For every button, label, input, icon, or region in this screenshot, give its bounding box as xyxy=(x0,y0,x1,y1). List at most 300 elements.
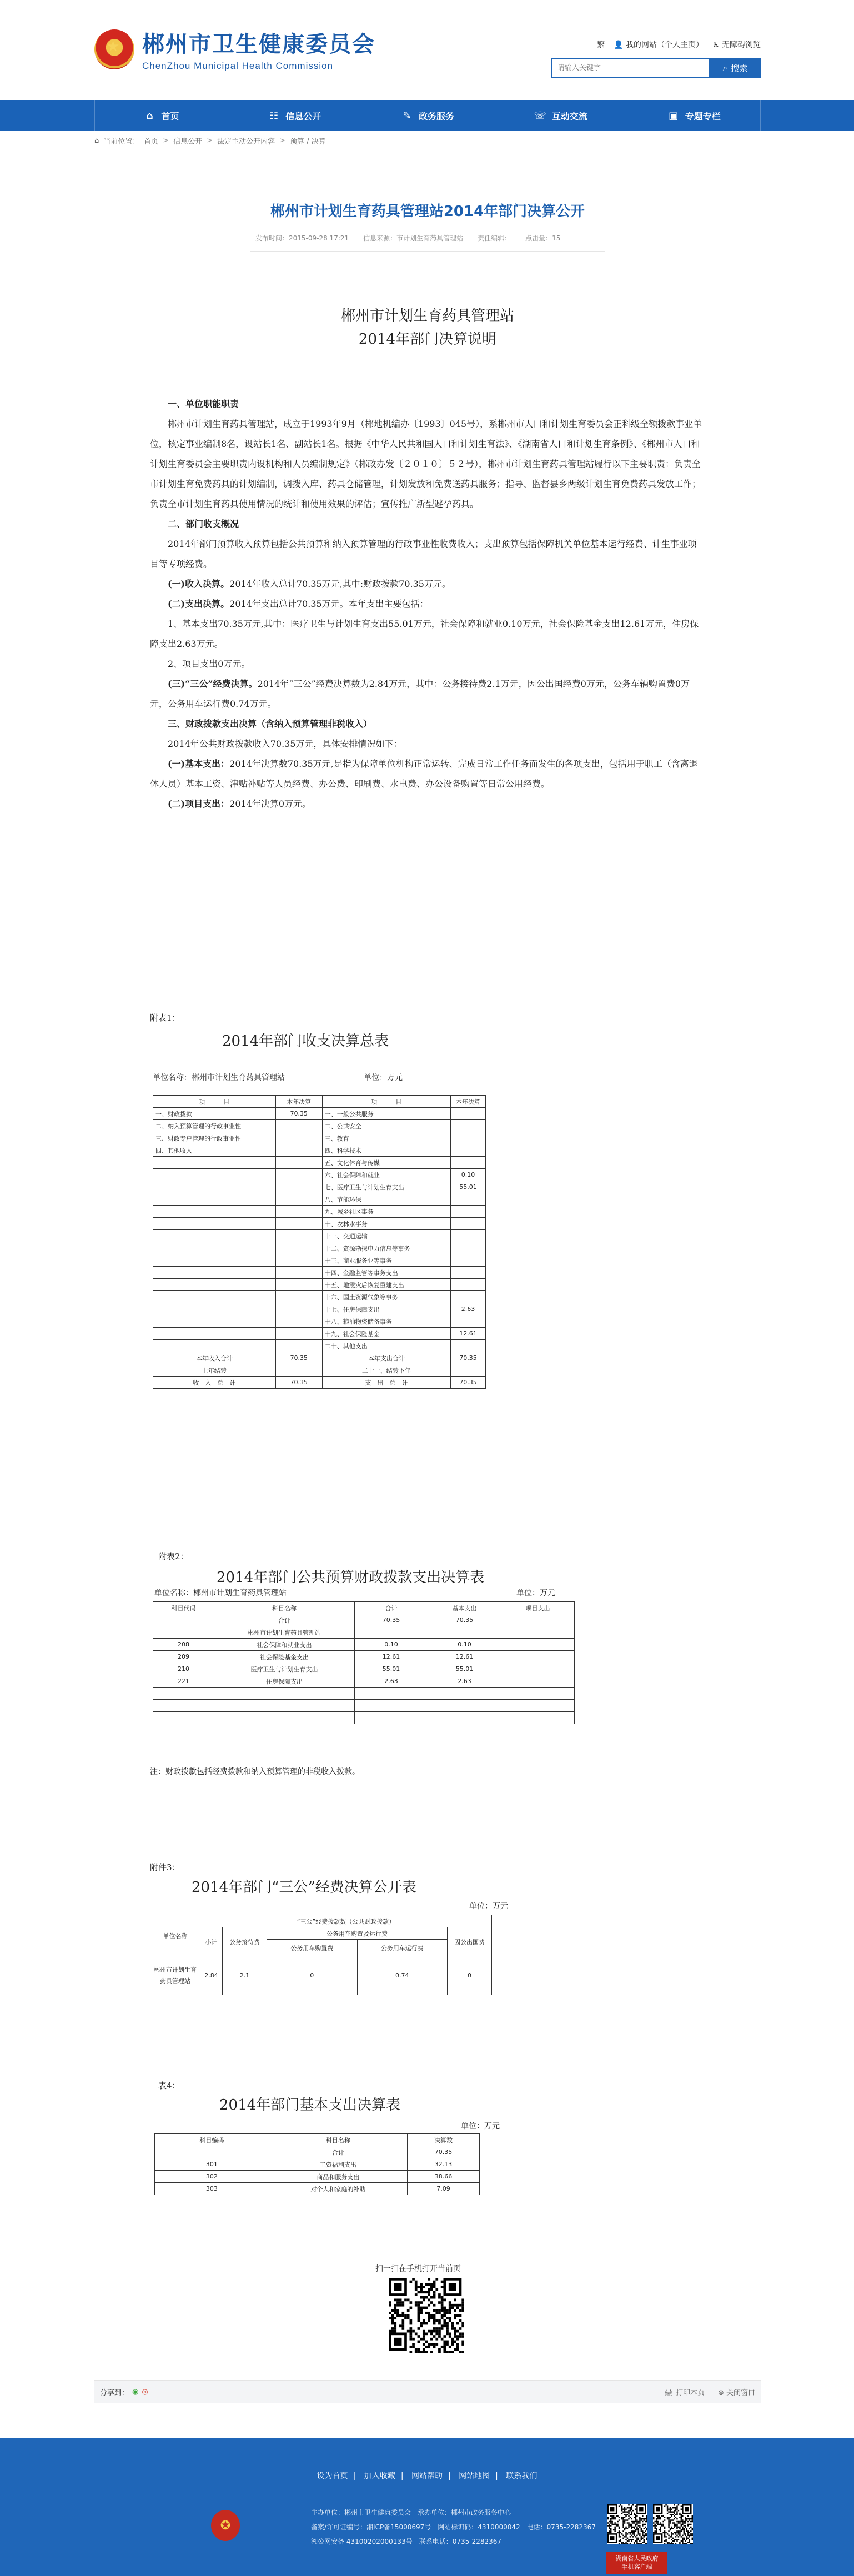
table-row xyxy=(155,2171,480,2183)
table-cell: 二、公共安全 xyxy=(322,1120,450,1132)
table-cell xyxy=(153,1291,276,1303)
table4-title: 2014年部门基本支出决算表 xyxy=(219,2097,401,2113)
table-cell xyxy=(275,1279,322,1291)
table2-note: 注：财政拨款包括经费拨款和纳入预算管理的非税收入拨款。 xyxy=(150,1767,360,1776)
table-cell: 合计 xyxy=(269,2146,407,2158)
table-cell xyxy=(450,1315,485,1328)
table-cell: 本年收入合计 xyxy=(153,1352,276,1364)
table-row xyxy=(153,1157,486,1169)
table1-title: 2014年部门收支决算总表 xyxy=(222,1033,389,1050)
table-cell: 二十、其他支出 xyxy=(322,1340,450,1352)
table-row xyxy=(153,1291,486,1303)
table-row xyxy=(153,1169,486,1181)
table-row xyxy=(153,1639,575,1651)
table-cell xyxy=(214,1700,355,1712)
table-cell xyxy=(214,1688,355,1700)
search-button[interactable]: ⌕ 搜索 xyxy=(710,58,761,78)
table-row xyxy=(153,1688,575,1700)
table-cell xyxy=(450,1254,485,1267)
table-cell: 70.35 xyxy=(450,1377,485,1389)
table-cell xyxy=(428,1712,501,1724)
table-cell xyxy=(450,1144,485,1157)
divider xyxy=(250,251,605,252)
t3-recv-header: 公务接待费 xyxy=(223,1927,267,1956)
table-header-cell: 项目支出 xyxy=(501,1602,575,1614)
table-header-cell: 基本支出 xyxy=(428,1602,501,1614)
site-name-en: ChenZhou Municipal Health Commission xyxy=(142,61,334,71)
table-cell xyxy=(153,1315,276,1328)
table-row xyxy=(153,1193,486,1206)
table-row xyxy=(155,2158,480,2171)
table-cell xyxy=(153,1169,276,1181)
table-cell: 社会保障和就业支出 xyxy=(214,1639,355,1651)
table-cell xyxy=(501,1700,575,1712)
table-cell xyxy=(275,1230,322,1242)
nav-topics[interactable]: ▣ 专题专栏 xyxy=(627,100,761,131)
nav-interaction[interactable]: ☏ 互动交流 xyxy=(494,100,627,131)
table-cell: 十九、社会保险基金 xyxy=(322,1328,450,1340)
table-cell: 工资福利支出 xyxy=(269,2158,407,2171)
table-cell xyxy=(275,1291,322,1303)
gov-app-badge[interactable]: 湖南省人民政府 手机客户端 xyxy=(606,2552,667,2574)
breadcrumb-legal[interactable]: 法定主动公开内容 xyxy=(217,138,275,146)
t3-car-buy-header: 公务用车购置费 xyxy=(267,1940,358,1956)
table-cell: 合计 xyxy=(214,1614,355,1626)
section-heading: 一、单位职能职责 xyxy=(168,399,239,409)
table-cell xyxy=(275,1328,322,1340)
main-nav xyxy=(0,100,854,131)
footer-contact[interactable]: 联系我们 xyxy=(506,2472,537,2480)
table4 xyxy=(154,2133,480,2195)
table-cell xyxy=(450,1206,485,1218)
table-cell: 十一、交通运输 xyxy=(322,1230,450,1242)
table-cell: 郴州市计划生育药具管理站 xyxy=(214,1626,355,1639)
table-header-cell: 合计 xyxy=(355,1602,428,1614)
footer-set-home[interactable]: 设为首页 xyxy=(317,2472,348,2480)
table-header-cell: 项 目 xyxy=(153,1096,276,1108)
table-row xyxy=(153,1132,486,1144)
paragraph: (二)支出决算。2014年支出总计70.35万元。本年支出主要包括： xyxy=(168,599,429,609)
doc-body xyxy=(150,394,705,814)
table-cell xyxy=(450,1242,485,1254)
table-cell xyxy=(450,1120,485,1132)
table-cell xyxy=(428,1626,501,1639)
weibo-share-icon[interactable]: ◎ xyxy=(142,2388,148,2396)
table-cell xyxy=(153,1279,276,1291)
table-header-cell: 科目代码 xyxy=(153,1602,214,1614)
table-cell xyxy=(153,1157,276,1169)
paragraph: 1、基本支出70.35万元,其中：医疗卫生与计划生育支出55.01万元，社会保障和就业0.10万元，社会保险基金支出12.61万元，住房保障支出2.63万元。 xyxy=(150,619,699,649)
table-row xyxy=(155,2146,480,2158)
attach-label-4: 表4： xyxy=(158,2081,180,2091)
table-cell: 12.61 xyxy=(428,1651,501,1663)
table-cell xyxy=(275,1181,322,1193)
table-cell: 医疗卫生与计划生育支出 xyxy=(214,1663,355,1675)
footer-qr-code-icon xyxy=(607,2504,647,2544)
table-cell: 本年支出合计 xyxy=(322,1352,450,1364)
table-row xyxy=(153,1120,486,1132)
table-cell xyxy=(275,1193,322,1206)
attach-label-2: 附表2： xyxy=(158,1551,189,1561)
t3-car-buy-cell: 0 xyxy=(267,1956,358,1995)
table1 xyxy=(153,1095,486,1389)
table2-unit: 单位：万元 xyxy=(516,1589,555,1598)
table-cell xyxy=(275,1254,322,1267)
table-cell: 301 xyxy=(155,2158,269,2171)
footer-favorite[interactable]: 加入收藏 xyxy=(364,2472,395,2480)
table-cell xyxy=(501,1675,575,1688)
qr-code-icon xyxy=(389,2278,464,2353)
table-cell: 70.35 xyxy=(355,1614,428,1626)
t3-unit-header: 单位名称 xyxy=(150,1915,200,1956)
site-header xyxy=(0,0,854,100)
table-cell: 70.35 xyxy=(407,2146,479,2158)
accessibility-link[interactable]: ♿ 无障碍浏览 xyxy=(712,41,761,49)
paragraph: 2、项目支出0万元。 xyxy=(168,659,250,669)
table2 xyxy=(153,1601,575,1724)
table-cell xyxy=(450,1108,485,1120)
table-cell xyxy=(153,1712,214,1724)
table-cell xyxy=(355,1700,428,1712)
table-cell xyxy=(275,1315,322,1328)
search-input[interactable] xyxy=(551,58,710,78)
service-icon: ✎ xyxy=(403,109,411,122)
table-cell: 0.10 xyxy=(450,1169,485,1181)
article-meta xyxy=(255,233,560,243)
editor: 责任编辑： xyxy=(478,234,511,242)
table-cell xyxy=(501,1639,575,1651)
table-cell: 55.01 xyxy=(450,1181,485,1193)
print-button[interactable]: 🖨 打印本页 xyxy=(664,2389,705,2397)
t3-car-run-cell: 0.74 xyxy=(357,1956,448,1995)
table2-title: 2014年部门公共预算财政拨款支出决算表 xyxy=(217,1569,485,1586)
location-icon: ⌂ xyxy=(94,137,99,145)
table-row xyxy=(153,1700,575,1712)
table-cell xyxy=(153,1267,276,1279)
top-links xyxy=(597,39,761,50)
t3-abroad-header: 因公出国费 xyxy=(448,1927,492,1956)
table-cell xyxy=(275,1218,322,1230)
t3-total-cell: 2.84 xyxy=(200,1956,223,1995)
table-cell xyxy=(153,1254,276,1267)
attach-label-3: 附件3： xyxy=(150,1862,180,1872)
table-header-cell: 本年决算 xyxy=(275,1096,322,1108)
paragraph: 郴州市计划生育药具管理站，成立于1993年9月（郴地机编办〔1993〕045号），系郴州市人口和计划生育委员会正科级全额拨款事业单位，核定事业编制8名，设站长1名、副站长1名。根据《中华人民共和国人口和计划生育法》、《湖南省人口和计划生育条例》、《郴州市人口和计划生育委员会主要职责内设机构和人员编制规定》（郴政办发〔２０１０〕５２号），郴州市计划生育药具管理站履行以下主要职责：负责全市计划生育免费药具的计划编制，调拨入库、药具仓储管理，计划发放和免费送药具服务；指导、监督县乡两级计划生育免费药具发放工作；负责全市计划生育药具使用情况的统计和使用效果的评估；宣传推广新型避孕药具。 xyxy=(150,419,702,509)
national-emblem-icon xyxy=(94,29,134,69)
table-cell xyxy=(428,1688,501,1700)
table-cell: 十四、金融监管等事务支出 xyxy=(322,1267,450,1279)
table-cell xyxy=(155,2146,269,2158)
table-cell: 55.01 xyxy=(355,1663,428,1675)
table-cell: 八、节能环保 xyxy=(322,1193,450,1206)
table-row xyxy=(153,1218,486,1230)
paragraph: 2014年部门预算收入预算包括公共预算和纳入预算管理的行政事业性收费收入；支出预算包括保障机关单位基本运行经费、计生事业项目等专项经费。 xyxy=(150,539,697,569)
table-row xyxy=(153,1144,486,1157)
site-footer xyxy=(0,2438,854,2576)
search-icon: ⌕ xyxy=(722,63,728,73)
table-cell: 12.61 xyxy=(355,1651,428,1663)
table-cell: 十二、资源勘探电力信息等事务 xyxy=(322,1242,450,1254)
table-cell xyxy=(214,1712,355,1724)
home-icon: ⌂ xyxy=(145,109,153,122)
table-cell xyxy=(428,1700,501,1712)
t3-car-header: 公务用车购置及运行费 xyxy=(267,1927,448,1940)
table-cell xyxy=(355,1626,428,1639)
footer-qr-code-2-icon xyxy=(653,2504,693,2544)
table-cell xyxy=(450,1279,485,1291)
nav-gov-service[interactable]: ✎ 政务服务 xyxy=(361,100,495,131)
table-cell: 2.63 xyxy=(355,1675,428,1688)
table-header-cell: 项 目 xyxy=(322,1096,450,1108)
table-cell xyxy=(501,1688,575,1700)
table-cell xyxy=(275,1242,322,1254)
paragraph: (二)项目支出：2014年决算0万元。 xyxy=(168,799,312,809)
table-row xyxy=(153,1377,486,1389)
table-cell xyxy=(355,1688,428,1700)
table-row xyxy=(153,1181,486,1193)
table-cell: 38.66 xyxy=(407,2171,479,2183)
table-cell xyxy=(450,1291,485,1303)
table-cell xyxy=(153,1193,276,1206)
table-cell: 支 出 总 计 xyxy=(322,1377,450,1389)
table-cell xyxy=(501,1614,575,1626)
table-cell: 二十一、结转下年 xyxy=(322,1364,450,1377)
table-row xyxy=(153,1352,486,1364)
table-cell: 302 xyxy=(155,2171,269,2183)
info-source: 信息来源：市计划生育药具管理站 xyxy=(363,234,464,242)
table-row xyxy=(153,1242,486,1254)
table-cell: 32.13 xyxy=(407,2158,479,2171)
topic-icon: ▣ xyxy=(669,109,679,122)
t3-car-run-header: 公务用车运行费 xyxy=(357,1940,448,1956)
table-cell xyxy=(450,1218,485,1230)
view-count: 点击量：15 xyxy=(525,234,561,242)
table-cell xyxy=(275,1169,322,1181)
t3-unit-cell: 郴州市计划生育药具管理站 xyxy=(150,1956,200,1995)
table-cell xyxy=(275,1206,322,1218)
table-cell xyxy=(501,1651,575,1663)
table-cell: 三、教育 xyxy=(322,1132,450,1144)
table-cell: 303 xyxy=(155,2183,269,2195)
paragraph: (三)“三公”经费决算。2014年“三公”经费决算数为2.84万元，其中：公务接待费2.1万元，因公出国经费0万元，公务车辆购置费0万元，公务用车运行费0.74万元。 xyxy=(150,679,690,709)
table-cell: 209 xyxy=(153,1651,214,1663)
table-cell: 55.01 xyxy=(428,1663,501,1675)
close-window-button[interactable]: ⊗ 关闭窗口 xyxy=(717,2389,755,2397)
table-cell xyxy=(275,1267,322,1279)
nav-home[interactable]: ⌂ 首页 xyxy=(94,100,228,131)
party-gov-badge-icon[interactable]: ✪ xyxy=(211,2510,240,2541)
table-cell: 九、城乡社区事务 xyxy=(322,1206,450,1218)
table3-title: 2014年部门“三公”经费决算公开表 xyxy=(192,1879,416,1896)
table-cell: 70.35 xyxy=(428,1614,501,1626)
table-cell: 上年结转 xyxy=(153,1364,276,1377)
table-row xyxy=(153,1675,575,1688)
table-cell: 70.35 xyxy=(275,1377,322,1389)
table-row xyxy=(153,1267,486,1279)
info-icon: ☷ xyxy=(269,109,279,122)
table2-unit-name: 单位名称：郴州市计划生育药具管理站 xyxy=(154,1589,287,1598)
table-cell: 0.10 xyxy=(428,1639,501,1651)
table-cell: 六、社会保障和就业 xyxy=(322,1169,450,1181)
table-cell xyxy=(450,1193,485,1206)
doc-title: 郴州市计划生育药具管理站 2014年部门决算说明 xyxy=(340,308,514,348)
table-cell: 五、文化体育与传媒 xyxy=(322,1157,450,1169)
table1-unit: 单位：万元 xyxy=(364,1073,403,1082)
table-cell xyxy=(501,1663,575,1675)
table-header-cell: 科目编码 xyxy=(155,2134,269,2146)
table-cell xyxy=(275,1340,322,1352)
table-row xyxy=(153,1663,575,1675)
table-cell: 0.10 xyxy=(355,1639,428,1651)
t3-top-header: “三公”经费拨款数（公共财政拨款） xyxy=(200,1915,492,1927)
table-cell xyxy=(275,1157,322,1169)
table-cell xyxy=(450,1157,485,1169)
table-cell xyxy=(153,1626,214,1639)
table-cell xyxy=(355,1712,428,1724)
qr-label: 扫一扫在手机打开当前页 xyxy=(375,2264,461,2273)
table-cell xyxy=(153,1242,276,1254)
breadcrumb-budget[interactable]: 预算 / 决算 xyxy=(290,138,326,146)
table-cell: 208 xyxy=(153,1639,214,1651)
table-cell: 十、农林水事务 xyxy=(322,1218,450,1230)
table-row xyxy=(153,1626,575,1639)
table-cell: 70.35 xyxy=(450,1352,485,1364)
table-cell: 三、财政专户管理的行政事业性 xyxy=(153,1132,276,1144)
table3 xyxy=(150,1915,492,1995)
footer-sitemap[interactable]: 网站地图 xyxy=(459,2472,490,2480)
table-cell xyxy=(275,1364,322,1377)
table-cell xyxy=(450,1364,485,1377)
attach-label-1: 附表1： xyxy=(150,1013,180,1023)
table-row xyxy=(153,1328,486,1340)
table-cell xyxy=(153,1700,214,1712)
table-cell xyxy=(275,1303,322,1315)
table-cell: 7.09 xyxy=(407,2183,479,2195)
table-cell: 七、医疗卫生与计划生育支出 xyxy=(322,1181,450,1193)
table-row xyxy=(153,1279,486,1291)
table-cell: 2.63 xyxy=(428,1675,501,1688)
table-cell xyxy=(153,1206,276,1218)
footer-info: 主办单位：郴州市卫生健康委员会 承办单位：郴州市政务服务中心 备案/许可证编号：湘ICP备15000697号 网站标识码：4310000042 电话：0735-2282367 湘公网安备 43100202000133号 联系电话：0735-2282367 xyxy=(311,2509,596,2545)
table-cell xyxy=(501,1626,575,1639)
breadcrumb-home[interactable]: 首页 xyxy=(144,138,159,146)
table-header-cell: 本年决算 xyxy=(450,1096,485,1108)
table-cell: 70.35 xyxy=(275,1108,322,1120)
table-cell: 对个人和家庭的补助 xyxy=(269,2183,407,2195)
table-header-cell: 科目名称 xyxy=(214,1602,355,1614)
table-row xyxy=(153,1254,486,1267)
table-cell xyxy=(275,1132,322,1144)
table-row xyxy=(153,1614,575,1626)
footer-links: 设为首页 | 加入收藏 | 网站帮助 | 网站地图 | 联系我们 xyxy=(317,2472,537,2480)
table-cell: 四、科学技术 xyxy=(322,1144,450,1157)
table-cell xyxy=(450,1230,485,1242)
table-row xyxy=(155,2183,480,2195)
t3-abroad-cell: 0 xyxy=(448,1956,492,1995)
table-row xyxy=(153,1651,575,1663)
table-header-cell: 科目名称 xyxy=(269,2134,407,2146)
table-cell: 收 入 总 计 xyxy=(153,1377,276,1389)
table-cell: 十八、粮油物资储备事务 xyxy=(322,1315,450,1328)
table-cell: 四、其他收入 xyxy=(153,1144,276,1157)
table-row xyxy=(153,1315,486,1328)
share-bar: 分享到： ◉ ◎ 🖨 打印本页 ⊗ 关闭窗口 xyxy=(94,2380,761,2403)
breadcrumb-info[interactable]: 信息公开 xyxy=(173,138,203,146)
breadcrumb: ⌂ 当前位置： 首页 > 信息公开 > 法定主动公开内容 > 预算 / 决算 xyxy=(94,137,326,146)
table-cell: 一、一般公共服务 xyxy=(322,1108,450,1120)
table-cell xyxy=(153,1614,214,1626)
table-row xyxy=(153,1364,486,1377)
table-cell xyxy=(153,1688,214,1700)
paragraph: (一)收入决算。2014年收入总计70.35万元,其中:财政拨款70.35万元。 xyxy=(168,579,451,589)
table3-unit: 单位：万元 xyxy=(469,1902,508,1911)
table-cell xyxy=(275,1144,322,1157)
table-cell: 十三、商业服务业等事务 xyxy=(322,1254,450,1267)
table-cell: 十五、地震灾后恢复重建支出 xyxy=(322,1279,450,1291)
table-cell xyxy=(153,1328,276,1340)
table1-unit-name: 单位名称：郴州市计划生育药具管理站 xyxy=(153,1073,285,1082)
table-row xyxy=(153,1108,486,1120)
table-cell xyxy=(275,1120,322,1132)
table-cell: 商品和服务支出 xyxy=(269,2171,407,2183)
table-cell xyxy=(450,1132,485,1144)
paragraph: (一)基本支出：2014年决算数70.35万元,是指为保障单位机构正常运转、完成日常工作任务而发生的各项支出，包括用于职工（含离退休人员）基本工资、津贴补贴等人员经费、办公费、印刷费、水电费、办公设备购置等日常公用经费。 xyxy=(150,759,698,789)
table-cell xyxy=(153,1181,276,1193)
footer-help[interactable]: 网站帮助 xyxy=(411,2472,443,2480)
table-cell: 社会保险基金支出 xyxy=(214,1651,355,1663)
table-row xyxy=(153,1206,486,1218)
table-cell: 210 xyxy=(153,1663,214,1675)
table-cell: 十六、国土资源气象等事务 xyxy=(322,1291,450,1303)
table-cell xyxy=(153,1340,276,1352)
table-cell: 十七、住房保障支出 xyxy=(322,1303,450,1315)
table-cell: 住房保障支出 xyxy=(214,1675,355,1688)
table-row xyxy=(153,1230,486,1242)
table4-unit: 单位：万元 xyxy=(461,2122,500,2131)
table-cell xyxy=(501,1712,575,1724)
table-row xyxy=(153,1303,486,1315)
table-cell: 2.63 xyxy=(450,1303,485,1315)
table-cell xyxy=(450,1267,485,1279)
my-site-link[interactable]: 👤 我的网站（个人主页） xyxy=(614,41,704,49)
t3-recv-cell: 2.1 xyxy=(223,1956,267,1995)
paragraph: 2014年公共财政拨款收入70.35万元，具体安排情况如下： xyxy=(168,739,403,749)
table-cell: 二、纳入预算管理的行政事业性 xyxy=(153,1120,276,1132)
wechat-share-icon[interactable]: ◉ xyxy=(132,2388,139,2396)
table-cell xyxy=(153,1218,276,1230)
site-logo[interactable] xyxy=(94,27,375,72)
table-header-cell: 决算数 xyxy=(407,2134,479,2146)
section-heading: 三、财政拨款支出决算（含纳入预算管理非税收入） xyxy=(168,719,373,729)
search-box xyxy=(551,58,761,78)
chat-icon: ☏ xyxy=(534,109,547,122)
t3-total-header: 小计 xyxy=(200,1927,223,1956)
table-row xyxy=(153,1340,486,1352)
table-cell: 12.61 xyxy=(450,1328,485,1340)
table-cell: 221 xyxy=(153,1675,214,1688)
table-cell xyxy=(450,1340,485,1352)
article-title: 郴州市计划生育药具管理站2014年部门决算公开 xyxy=(270,203,585,220)
publish-time: 发布时间：2015-09-28 17:21 xyxy=(255,234,349,242)
table-cell xyxy=(153,1303,276,1315)
nav-info-public[interactable]: ☷ 信息公开 xyxy=(228,100,361,131)
table-cell: 一、财政拨款 xyxy=(153,1108,276,1120)
traditional-chinese-link[interactable]: 繁 xyxy=(597,41,605,49)
table-cell: 70.35 xyxy=(275,1352,322,1364)
table-row xyxy=(153,1712,575,1724)
section-heading: 二、部门收支概况 xyxy=(168,519,239,529)
table-cell xyxy=(153,1230,276,1242)
